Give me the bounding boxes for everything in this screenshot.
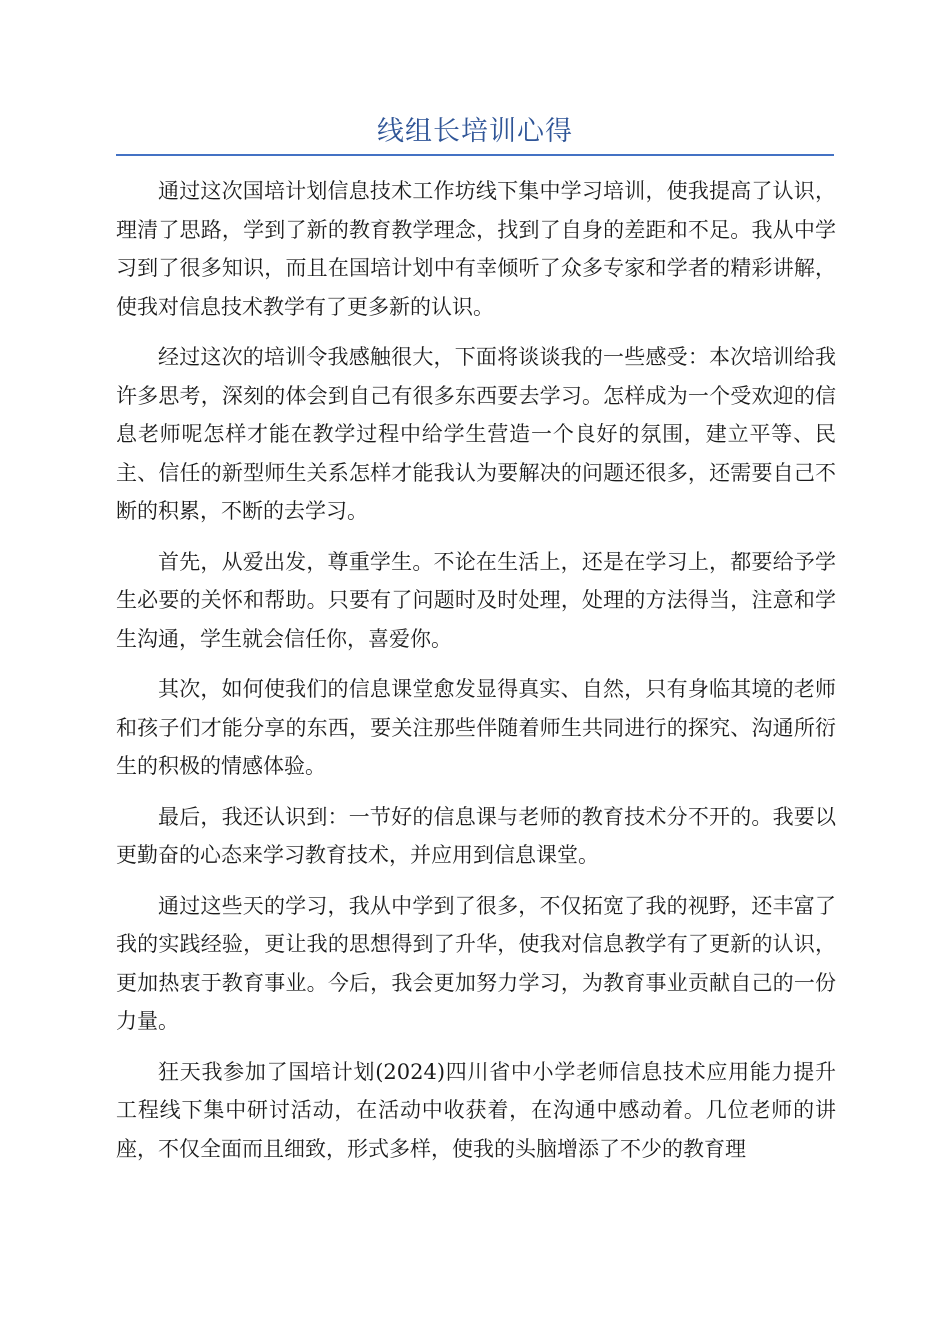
document-body	[116, 172, 836, 1180]
paragraph: 狂天我参加了国培计划(2024)四川省中小学老师信息技术应用能力提升工程线下集中研讨活动，在活动中收获着，在沟通中感动着。几位老师的讲座，不仅全面而且细致，形式多样，使我的头脑增添了不少的教育理	[116, 1059, 836, 1161]
paragraph: 首先，从爱出发，尊重学生。不论在生活上，还是在学习上，都要给予学生必要的关怀和帮助。只要有了问题时及时处理，处理的方法得当，注意和学生沟通，学生就会信任你，喜爱你。	[116, 549, 836, 651]
paragraph: 其次，如何使我们的信息课堂愈发显得真实、自然，只有身临其境的老师和孩子们才能分享的东西，要关注那些伴随着师生共同进行的探究、沟通所衍生的积极的情感体验。	[116, 677, 836, 778]
title-underline-divider	[116, 154, 834, 156]
paragraph: 通过这些天的学习，我从中学到了很多，不仅拓宽了我的视野，还丰富了我的实践经验，更让我的思想得到了升华，使我对信息教学有了更新的认识，更加热衷于教育事业。今后，我会更加努力学习，为教育事业贡献自己的一份力量。	[116, 893, 836, 1033]
paragraph: 最后，我还认识到：一节好的信息课与老师的教育技术分不开的。我要以更勤奋的心态来学习教育技术，并应用到信息课堂。	[116, 804, 836, 867]
paragraph: 通过这次国培计划信息技术工作坊线下集中学习培训，使我提高了认识，理清了思路，学到了新的教育教学理念，找到了自身的差距和不足。我从中学习到了很多知识，而且在国培计划中有幸倾听了众多专家和学者的精彩讲解，使我对信息技术教学有了更多新的认识。	[116, 179, 836, 319]
paragraph: 经过这次的培训令我感触很大，下面将谈谈我的一些感受：本次培训给我许多思考，深刻的体会到自己有很多东西要去学习。怎样成为一个受欢迎的信息老师呢怎样才能在教学过程中给学生营造一个良好的氛围，建立平等、民主、信任的新型师生关系怎样才能我认为要解决的问题还很多，还需要自己不断的积累，不断的去学习。	[116, 345, 836, 523]
document-title: 线组长培训心得	[377, 116, 573, 147]
